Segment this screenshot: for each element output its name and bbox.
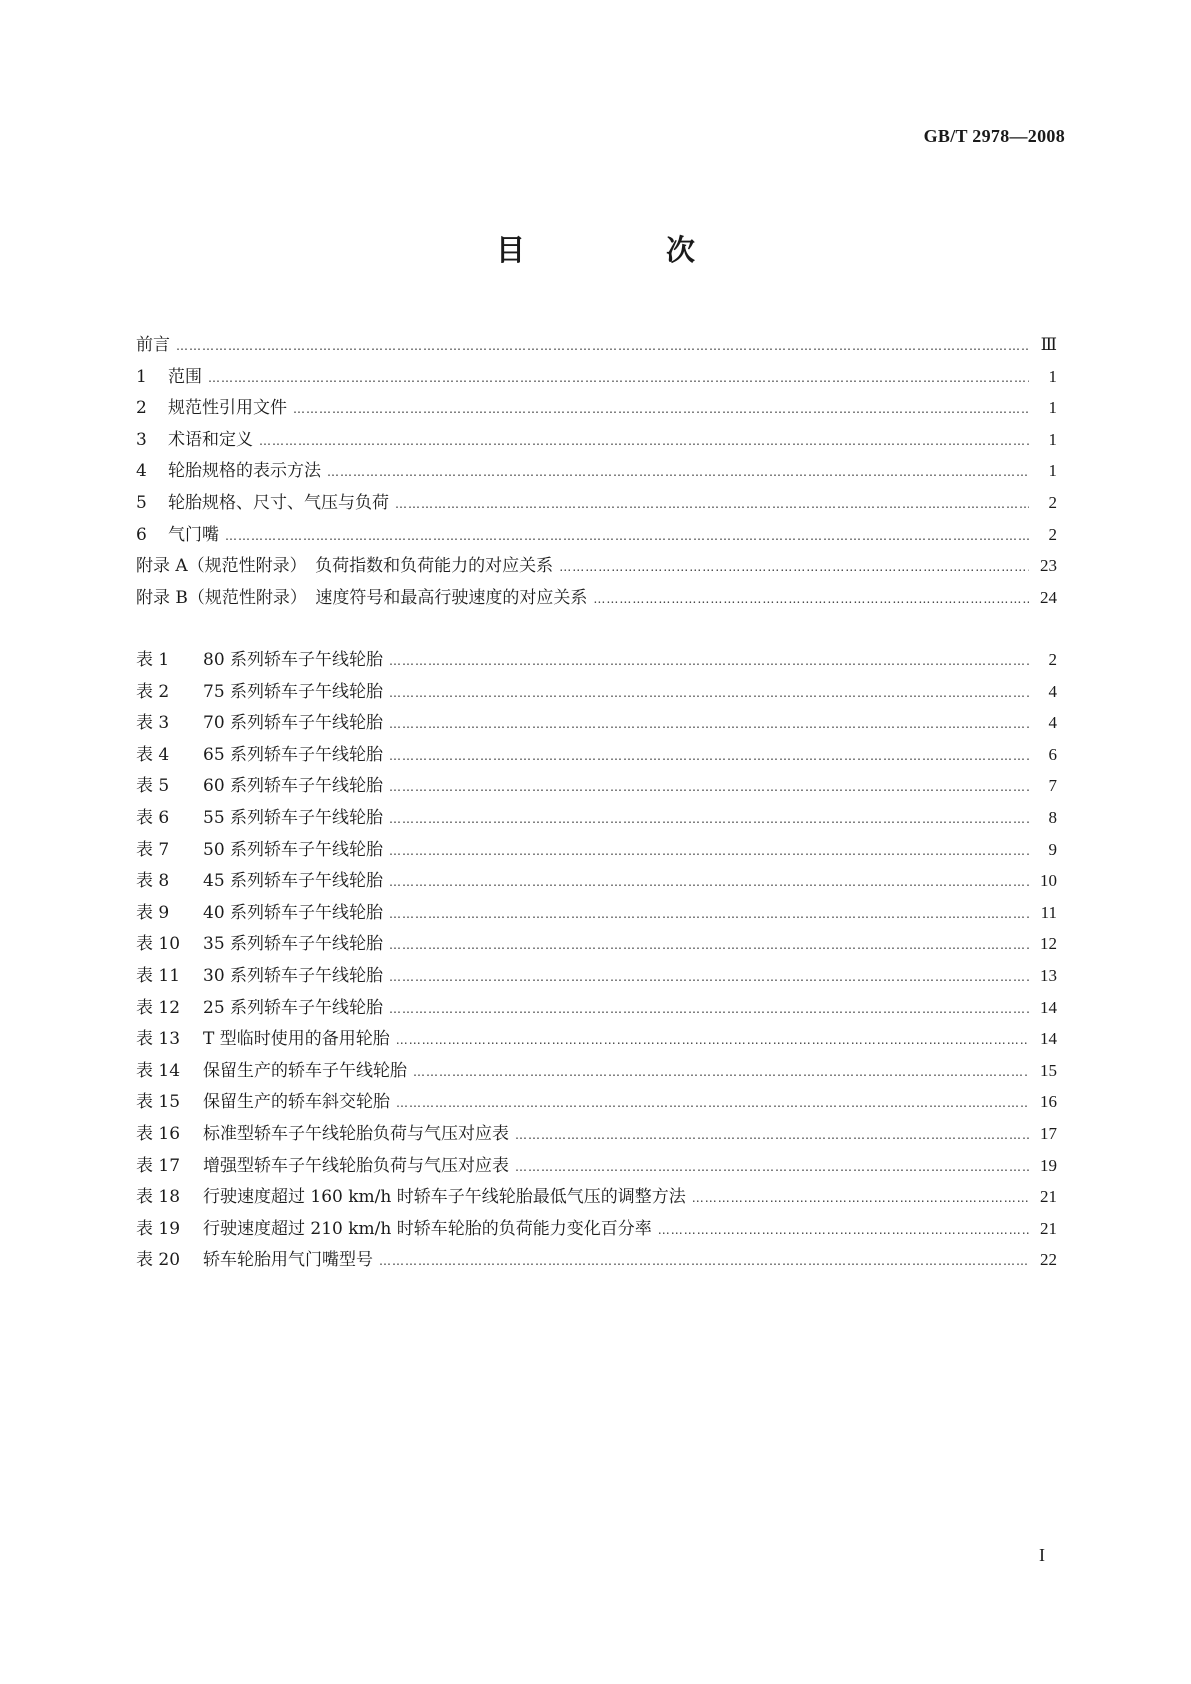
toc-entry-label: 30 系列轿车子午线轮胎 bbox=[203, 965, 384, 986]
toc-entry-label: 气门嘴 bbox=[168, 524, 219, 545]
toc-entry-page: 23 bbox=[1040, 556, 1057, 576]
toc-entry-page: 2 bbox=[1048, 492, 1057, 512]
dot-leader bbox=[396, 1096, 1029, 1114]
toc-entry-label: 轮胎规格的表示方法 bbox=[168, 461, 321, 482]
toc-entry-label: 增强型轿车子午线轮胎负荷与气压对应表 bbox=[203, 1155, 509, 1176]
toc-entry[interactable] bbox=[136, 961, 1057, 993]
toc-entry-label: 45 系列轿车子午线轮胎 bbox=[203, 871, 384, 892]
dot-leader bbox=[327, 465, 1029, 483]
toc-entry-label: 25 系列轿车子午线轮胎 bbox=[203, 997, 384, 1018]
toc-entry[interactable] bbox=[136, 1119, 1057, 1151]
toc-entry[interactable] bbox=[136, 583, 1057, 615]
toc-entry-page: 13 bbox=[1040, 965, 1057, 985]
toc-entry-number: 表 12 bbox=[136, 997, 181, 1018]
toc-entry[interactable] bbox=[136, 929, 1057, 961]
toc-entry-number: 表 5 bbox=[136, 776, 170, 797]
toc-entry-label: 保留生产的轿车斜交轮胎 bbox=[203, 1092, 390, 1113]
toc-entry-number: 表 4 bbox=[136, 744, 170, 765]
toc-entry-page: 2 bbox=[1048, 524, 1057, 544]
toc-entry[interactable] bbox=[136, 330, 1057, 362]
dot-leader bbox=[658, 1223, 1029, 1241]
toc-entry-label: 40 系列轿车子午线轮胎 bbox=[203, 902, 384, 923]
toc-main-list bbox=[136, 330, 1057, 614]
toc-entry[interactable] bbox=[136, 362, 1057, 394]
toc-entry-number: 表 7 bbox=[136, 839, 170, 860]
toc-entry-page: 17 bbox=[1040, 1123, 1057, 1143]
toc-entry-number: 表 13 bbox=[136, 1029, 181, 1050]
page-folio: I bbox=[1039, 1545, 1045, 1565]
dot-leader bbox=[559, 560, 1029, 578]
toc-entry-page: 9 bbox=[1048, 839, 1057, 859]
toc-entry[interactable] bbox=[136, 645, 1057, 677]
dot-leader bbox=[389, 844, 1029, 862]
toc-entry-page: 10 bbox=[1040, 871, 1057, 891]
dot-leader bbox=[389, 654, 1029, 672]
toc-entry-number: 表 2 bbox=[136, 681, 170, 702]
toc-entry-label: 术语和定义 bbox=[168, 429, 253, 450]
toc-entry-label: T 型临时使用的备用轮胎 bbox=[203, 1029, 390, 1050]
dot-leader bbox=[293, 402, 1029, 420]
toc-entry-page: 7 bbox=[1048, 776, 1057, 796]
toc-entry-page: 21 bbox=[1040, 1187, 1057, 1207]
toc-entry-number: 4 bbox=[136, 461, 147, 482]
dot-leader bbox=[225, 529, 1029, 547]
dot-leader bbox=[515, 1128, 1029, 1146]
toc-entry-label: 附录 B（规范性附录） 速度符号和最高行驶速度的对应关系 bbox=[136, 587, 588, 608]
toc-entry-number: 表 8 bbox=[136, 871, 170, 892]
dot-leader bbox=[389, 780, 1029, 798]
toc-entry-label: 轮胎规格、尺寸、气压与负荷 bbox=[168, 492, 389, 513]
toc-entry-page: 1 bbox=[1048, 429, 1057, 449]
toc-entry-page: 1 bbox=[1048, 461, 1057, 481]
toc-entry-label: 前言 bbox=[136, 335, 170, 355]
dot-leader bbox=[593, 592, 1029, 610]
toc-entry-label: 60 系列轿车子午线轮胎 bbox=[203, 776, 384, 797]
toc-entry[interactable] bbox=[136, 708, 1057, 740]
toc-entry-number: 3 bbox=[136, 429, 147, 450]
toc-entry-page: 8 bbox=[1048, 807, 1057, 827]
dot-leader bbox=[176, 339, 1029, 357]
toc-entry-page: 1 bbox=[1048, 366, 1057, 386]
toc-entry-number: 表 10 bbox=[136, 934, 181, 955]
toc-entry-number: 表 3 bbox=[136, 713, 170, 734]
toc-entry[interactable] bbox=[136, 456, 1057, 488]
toc-entry-number: 2 bbox=[136, 398, 147, 419]
toc-entry-page: 24 bbox=[1040, 587, 1057, 607]
dot-leader bbox=[259, 434, 1029, 452]
dot-leader bbox=[389, 907, 1029, 925]
toc-entry-label: 规范性引用文件 bbox=[168, 398, 287, 419]
dot-leader bbox=[395, 497, 1029, 515]
toc-entry-label: 附录 A（规范性附录） 负荷指数和负荷能力的对应关系 bbox=[136, 556, 554, 577]
toc-entry-number: 6 bbox=[136, 524, 147, 545]
toc-entry-label: 75 系列轿车子午线轮胎 bbox=[203, 681, 384, 702]
standard-code: GB/T 2978—2008 bbox=[923, 126, 1065, 146]
toc-entry-label: 标准型轿车子午线轮胎负荷与气压对应表 bbox=[203, 1123, 509, 1144]
toc-entry-label: 行驶速度超过 160 km/h 时轿车子午线轮胎最低气压的调整方法 bbox=[203, 1187, 686, 1208]
toc-entry[interactable] bbox=[136, 1182, 1057, 1214]
toc-entry[interactable] bbox=[136, 520, 1057, 552]
dot-leader bbox=[413, 1065, 1029, 1083]
toc-entry[interactable] bbox=[136, 1024, 1057, 1056]
toc-title: 目 次 bbox=[495, 233, 751, 267]
dot-leader bbox=[692, 1191, 1029, 1209]
toc-entry-page: 19 bbox=[1040, 1155, 1057, 1175]
toc-entry[interactable] bbox=[136, 488, 1057, 520]
toc-entry-number: 表 19 bbox=[136, 1218, 181, 1239]
toc-entry-page: 4 bbox=[1048, 681, 1057, 701]
toc-entry-page: 11 bbox=[1040, 902, 1057, 922]
toc-entry-number: 表 16 bbox=[136, 1123, 181, 1144]
toc-entry-page: 4 bbox=[1048, 713, 1057, 733]
toc-entry[interactable] bbox=[136, 425, 1057, 457]
dot-leader bbox=[389, 1002, 1029, 1020]
dot-leader bbox=[389, 812, 1029, 830]
toc-entry-label: 80 系列轿车子午线轮胎 bbox=[203, 650, 384, 670]
toc-entry-number: 表 14 bbox=[136, 1060, 181, 1081]
toc-entry[interactable] bbox=[136, 835, 1057, 867]
toc-entry-number: 表 1 bbox=[136, 650, 170, 670]
dot-leader bbox=[389, 938, 1029, 956]
toc-entry-number: 表 20 bbox=[136, 1250, 181, 1271]
toc-entry[interactable] bbox=[136, 866, 1057, 898]
toc-entry[interactable] bbox=[136, 740, 1057, 772]
toc-entry-page: 21 bbox=[1040, 1218, 1057, 1238]
toc-entry[interactable] bbox=[136, 1214, 1057, 1246]
dot-leader bbox=[389, 970, 1029, 988]
toc-entry-number: 表 6 bbox=[136, 807, 170, 828]
dot-leader bbox=[515, 1160, 1029, 1178]
toc-entry[interactable] bbox=[136, 551, 1057, 583]
toc-entry-number: 1 bbox=[136, 366, 147, 387]
toc-entry-label: 范围 bbox=[168, 366, 202, 387]
toc-entry-label: 保留生产的轿车子午线轮胎 bbox=[203, 1060, 407, 1081]
toc-entry[interactable] bbox=[136, 1056, 1057, 1088]
toc-entry-page: 22 bbox=[1040, 1250, 1057, 1270]
toc-entry-page: Ⅲ bbox=[1040, 335, 1057, 354]
toc-entry-label: 55 系列轿车子午线轮胎 bbox=[203, 807, 384, 828]
toc-entry-number: 表 9 bbox=[136, 902, 170, 923]
toc-entry[interactable] bbox=[136, 393, 1057, 425]
dot-leader bbox=[389, 686, 1029, 704]
toc-entry[interactable] bbox=[136, 1245, 1057, 1277]
toc-entry[interactable] bbox=[136, 993, 1057, 1025]
toc-entry-page: 2 bbox=[1048, 650, 1057, 669]
dot-leader bbox=[396, 1033, 1029, 1051]
toc-tables-list bbox=[136, 645, 1057, 1277]
toc-entry-page: 6 bbox=[1048, 744, 1057, 764]
toc-entry-label: 35 系列轿车子午线轮胎 bbox=[203, 934, 384, 955]
toc-entry-page: 12 bbox=[1040, 934, 1057, 954]
toc-entry[interactable] bbox=[136, 898, 1057, 930]
dot-leader bbox=[389, 749, 1029, 767]
toc-entry-number: 表 18 bbox=[136, 1187, 181, 1208]
toc-entry-page: 1 bbox=[1048, 398, 1057, 418]
dot-leader bbox=[389, 875, 1029, 893]
toc-entry-number: 表 11 bbox=[136, 965, 181, 986]
toc-entry[interactable] bbox=[136, 1151, 1057, 1183]
toc-entry-label: 65 系列轿车子午线轮胎 bbox=[203, 744, 384, 765]
toc-entry[interactable] bbox=[136, 1087, 1057, 1119]
toc-entry[interactable] bbox=[136, 771, 1057, 803]
dot-leader bbox=[379, 1254, 1029, 1272]
toc-entry[interactable] bbox=[136, 803, 1057, 835]
toc-entry-page: 16 bbox=[1040, 1092, 1057, 1112]
toc-entry-number: 5 bbox=[136, 492, 147, 513]
toc-entry-label: 轿车轮胎用气门嘴型号 bbox=[203, 1250, 373, 1271]
dot-leader bbox=[389, 717, 1029, 735]
toc-entry-label: 行驶速度超过 210 km/h 时轿车轮胎的负荷能力变化百分率 bbox=[203, 1218, 652, 1239]
dot-leader bbox=[208, 371, 1029, 389]
toc-entry-number: 表 17 bbox=[136, 1155, 181, 1176]
toc-entry-page: 15 bbox=[1040, 1060, 1057, 1080]
toc-entry-label: 50 系列轿车子午线轮胎 bbox=[203, 839, 384, 860]
toc-entry-label: 70 系列轿车子午线轮胎 bbox=[203, 713, 384, 734]
toc-entry-page: 14 bbox=[1040, 1029, 1057, 1049]
toc-entry-number: 表 15 bbox=[136, 1092, 181, 1113]
toc-entry-page: 14 bbox=[1040, 997, 1057, 1017]
toc-entry[interactable] bbox=[136, 677, 1057, 709]
